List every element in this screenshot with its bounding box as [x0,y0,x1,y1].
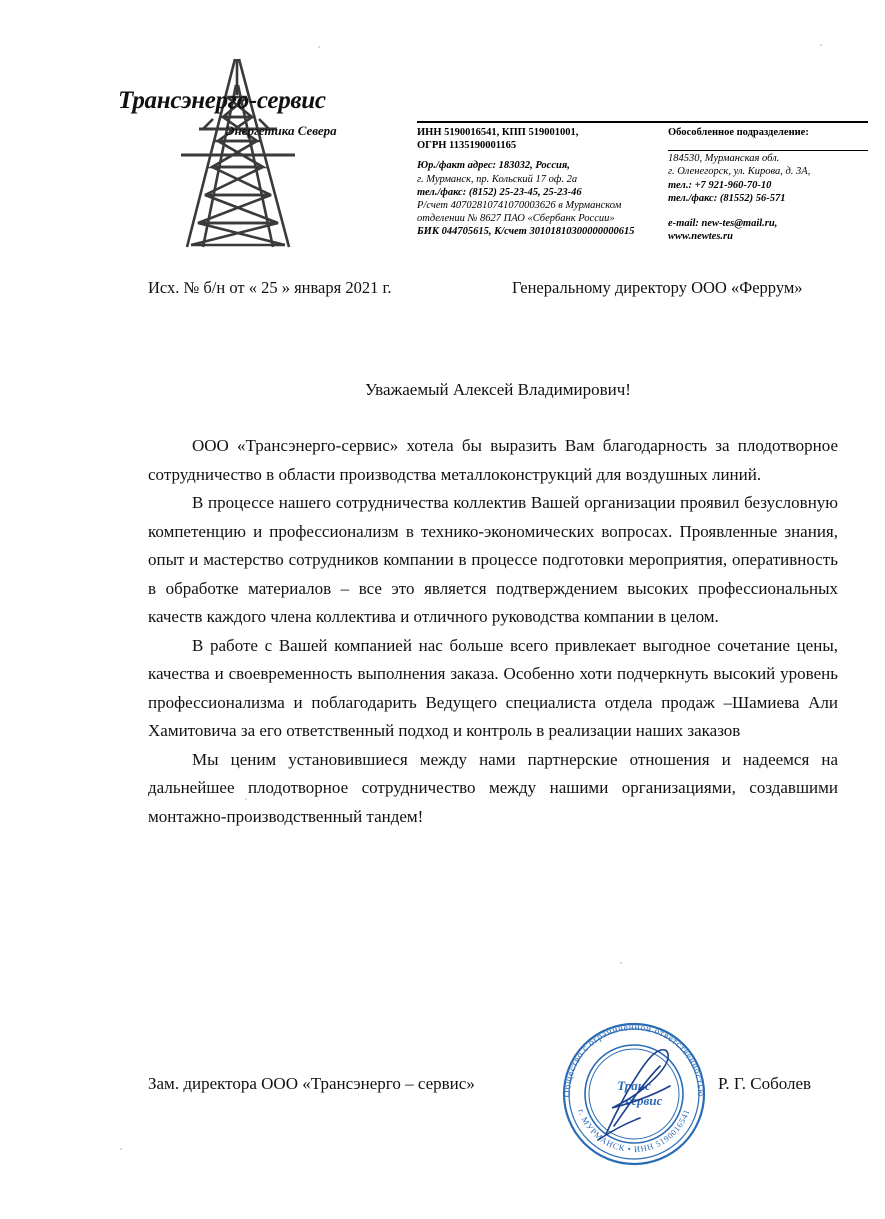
letter-body [148,432,838,831]
phone-fax: тел./факс: (8152) 25-23-45, 25-23-46 [417,186,582,198]
branch-website[interactable]: www.newtes.ru [668,231,733,243]
salutation: Уважаемый Алексей Владимирович! [365,380,631,399]
ogrn: ОГРН 1135190001165 [417,140,517,152]
signature-row [0,1074,885,1110]
signatory-name: Р. Г. Соболев [718,1074,812,1093]
branch-phone: тел.: +7 921-960-70-10 [668,179,772,191]
svg-text:Транс: Транс [617,1078,651,1093]
bank-account-line1: Р/счет 40702810741070003626 в Мурманском [417,200,622,212]
bik-korschet: БИК 044705615, К/счет 30101810300000000615 [417,226,635,238]
branch-address-line2: г. Оленегорск, ул. Кирова, д. 3А, [668,166,811,178]
branch-requisites [668,126,868,243]
company-name: Трансэнерго-сервис [118,87,326,114]
branch-email[interactable]: e-mail: new-tes@mail.ru, [668,218,778,230]
paragraph-1: ООО «Трансэнерго-сервис» хотела бы выразить Вам благодарность за плодотворное сотрудничество в области производства металлоконструкций для воздушных линий. [148,436,838,484]
svg-text:Общество с ограниченной ответс: Общество с ограниченной ответственностью [562,1022,706,1098]
outgoing-number: Исх. № б/н от « 25 » января 2021 г. [148,278,392,297]
inn-kpp: ИНН 5190016541, КПП 519001001, [417,127,579,138]
signatory-position: Зам. директора ООО «Трансэнерго – сервис» [148,1074,475,1093]
branch-address-line1: 184530, Мурманская обл. [668,153,780,165]
letter-meta-row [0,278,885,306]
svg-text:г. МУРМАНСК • ИНН 5190016541: г. МУРМАНСК • ИНН 5190016541 [576,1107,692,1155]
company-slogan: Энергетика Севера [226,123,337,138]
paragraph-4: Мы ценим установившиеся между нами партнерские отношения и надеемся на дальнейшее плодотворное сотрудничество между нашими организациями, создавшими монтажно-производственный тандем! [148,749,838,826]
legal-address-line1: Юр./факт адрес: 183032, Россия, [417,160,570,172]
branch-title: Обособленное подразделение: [668,127,809,138]
company-logo [118,55,408,255]
paragraph-2: В процессе нашего сотрудничества коллектив Вашей организации проявил безусловную компетенцию и профессионализм в технико-экономических вопросах. Проявленные знания, опыт и мастерство сотрудников компании в процессе подготовки мероприятия, оперативность в обработке материалов – все это является подтверждением высоких профессиональных качеств каждого члена коллектива и отличного руководства компании в целом. [148,493,838,626]
company-requisites [417,126,657,239]
letterhead-divider [417,121,868,123]
addressee: Генеральному директору ООО «Феррум» [512,278,803,297]
letterhead [0,0,885,265]
paragraph-3: В работе с Вашей компанией нас больше всего привлекает выгодное сочетание цены, качества и своевременность выполнения заказа. Особенно хоти подчеркнуть высокий уровень профессионализма и поблагодарить Ведущего специалиста отдела продаж –Шамиева Али Хамитовича за его ответственный подход и контроль в реализации наших заказов [148,635,838,740]
power-pylon-icon [173,55,303,250]
svg-text:сервис: сервис [625,1093,663,1108]
branch-fax: тел./факс: (81552) 56-571 [668,192,786,204]
legal-address-line2: г. Мурманск, пр. Кольский 17 оф. 2а [417,173,578,185]
bank-account-line2: отделении № 8627 ПАО «Сбербанк России» [417,213,615,225]
